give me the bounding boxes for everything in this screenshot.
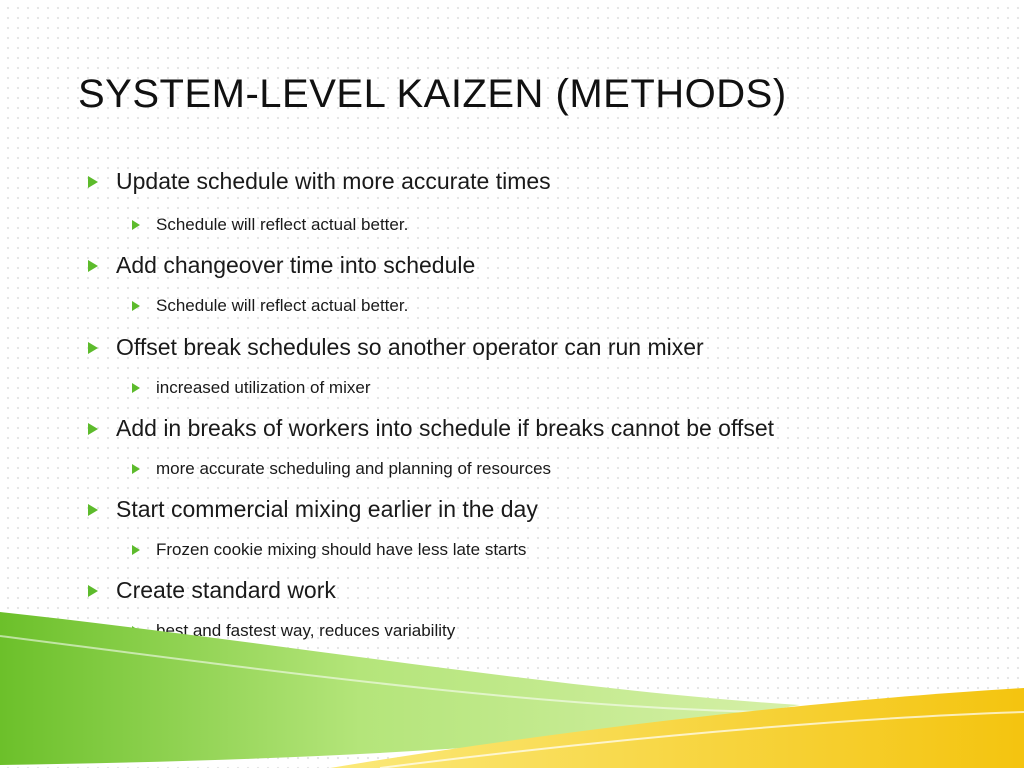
bullet-text: Offset break schedules so another operator can run mixer bbox=[116, 334, 704, 360]
bullet-text: Update schedule with more accurate times bbox=[116, 168, 551, 194]
sub-bullet-text: increased utilization of mixer bbox=[156, 378, 371, 397]
sub-bullet-text: more accurate scheduling and planning of resources bbox=[156, 459, 552, 478]
sub-bullet-text: best and fastest way, reduces variability bbox=[156, 621, 456, 640]
sub-bullet-text: Schedule will reflect actual better. bbox=[156, 215, 409, 234]
bullet-text: Add in breaks of workers into schedule if breaks cannot be offset bbox=[116, 415, 775, 441]
bullet-text: Add changeover time into schedule bbox=[116, 252, 476, 278]
bullet-text: Start commercial mixing earlier in the day bbox=[116, 496, 538, 522]
slide-title: SYSTEM-LEVEL KAIZEN (METHODS) bbox=[78, 72, 787, 116]
sub-bullet-text: Frozen cookie mixing should have less late starts bbox=[156, 540, 527, 559]
bullet-text: Create standard work bbox=[116, 577, 336, 603]
sub-bullet-text: Schedule will reflect actual better. bbox=[156, 296, 409, 315]
